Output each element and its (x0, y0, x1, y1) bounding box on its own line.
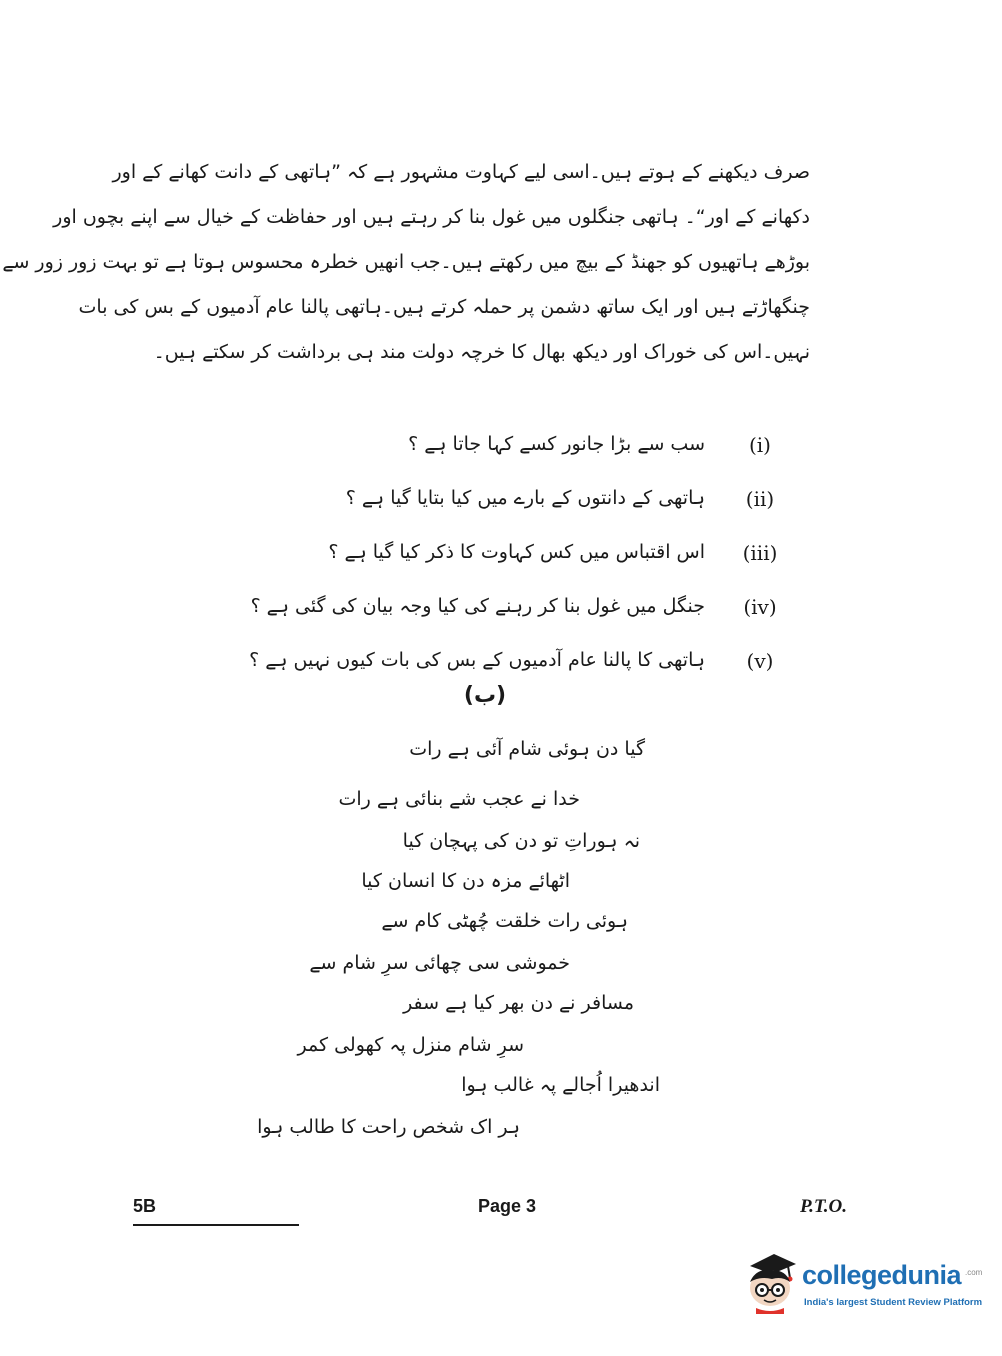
passage-line: صرف دیکھنے کے ہوتے ہیں۔اسی لیے کہاوت مشہور ہے کہ ”ہاتھی کے دانت کھانے کے اور (112, 161, 810, 183)
question-number: (iv) (743, 595, 777, 619)
poem-line: خدا نے عجب شے بنائی ہے رات (338, 788, 580, 810)
poem-line: نہ ہوراتِ تو دن کی پہچان کیا (402, 830, 640, 852)
question-number: (iii) (742, 541, 778, 565)
question-item (250, 587, 790, 641)
question-list (249, 425, 790, 695)
poem-line: ہوئی رات خلقت چُھٹی کام سے (381, 910, 628, 932)
brand-name: collegedunia (802, 1260, 962, 1290)
question-text: ہاتھی کا پالنا عام آدمیوں کے بس کی بات کیوں نہیں ہے ؟ (249, 649, 705, 671)
question-text: اس اقتباس میں کس کہاوت کا ذکر کیا گیا ہے ؟ (328, 541, 705, 563)
question-item (340, 425, 790, 479)
section-b-heading: (ب) (463, 683, 507, 708)
poem-line: مسافر نے دن بھر کیا ہے سفر (403, 992, 634, 1014)
passage-line: دکھانے کے اور“۔ ہاتھی جنگلوں میں غول بنا کر رہتے ہیں اور حفاظت کے خیال سے اپنے بچوں اور (53, 206, 810, 228)
question-text: جنگل میں غول بنا کر رہنے کی کیا وجہ بیان کی گئی ہے ؟ (250, 595, 705, 617)
prose-passage (2, 150, 810, 375)
paper-code: 5B (133, 1196, 157, 1216)
page-footer (0, 1196, 1002, 1236)
poem-line: سرِ شام منزل پہ کھولی کمر (297, 1034, 524, 1056)
question-text: سب سے بڑا جانور کسے کہا جاتا ہے ؟ (408, 433, 705, 455)
question-item (328, 533, 790, 587)
question-number: (v) (746, 649, 774, 673)
question-item (340, 479, 790, 533)
poem-line: گیا دن ہوئی شام آئی ہے رات (409, 738, 645, 760)
pto-label: P.T.O. (800, 1196, 847, 1217)
mascot-icon (742, 1252, 798, 1314)
poem-line: خموشی سی چھائی سرِ شام سے (309, 952, 570, 974)
passage-line: بوڑھے ہاتھیوں کو جھنڈ کے بیچ میں رکھتے ہیں۔جب انھیں خطرہ محسوس ہوتا ہے تو بہت زور زور سے (2, 251, 810, 273)
passage-line: چنگھاڑتے ہیں اور ایک ساتھ دشمن پر حملہ کرتے ہیں۔ہاتھی پالنا عام آدمیوں کے بس کی بات (78, 296, 810, 318)
passage-line: نہیں۔اس کی خوراک اور دیکھ بھال کا خرچہ دولت مند ہی برداشت کر سکتے ہیں۔ (153, 341, 810, 363)
page-number: Page 3 (478, 1196, 537, 1216)
question-number: (i) (748, 433, 771, 457)
brand-tagline: India's largest Student Review Platform (804, 1297, 983, 1308)
question-number: (ii) (745, 487, 775, 511)
poem-line: اٹھائے مزہ دن کا انسان کیا (361, 870, 570, 892)
question-item (249, 641, 790, 695)
poem-line: ہر اک شخص راحت کا طالب ہوا (257, 1116, 520, 1138)
brand-tld: .com (965, 1268, 983, 1277)
collegedunia-logo (742, 1250, 982, 1320)
footer-underline (133, 1224, 299, 1226)
question-text: ہاتھی کے دانتوں کے بارے میں کیا بتایا گیا ہے ؟ (345, 487, 705, 509)
poem-line: اندھیرا اُجالے پہ غالب ہوا (461, 1074, 660, 1096)
